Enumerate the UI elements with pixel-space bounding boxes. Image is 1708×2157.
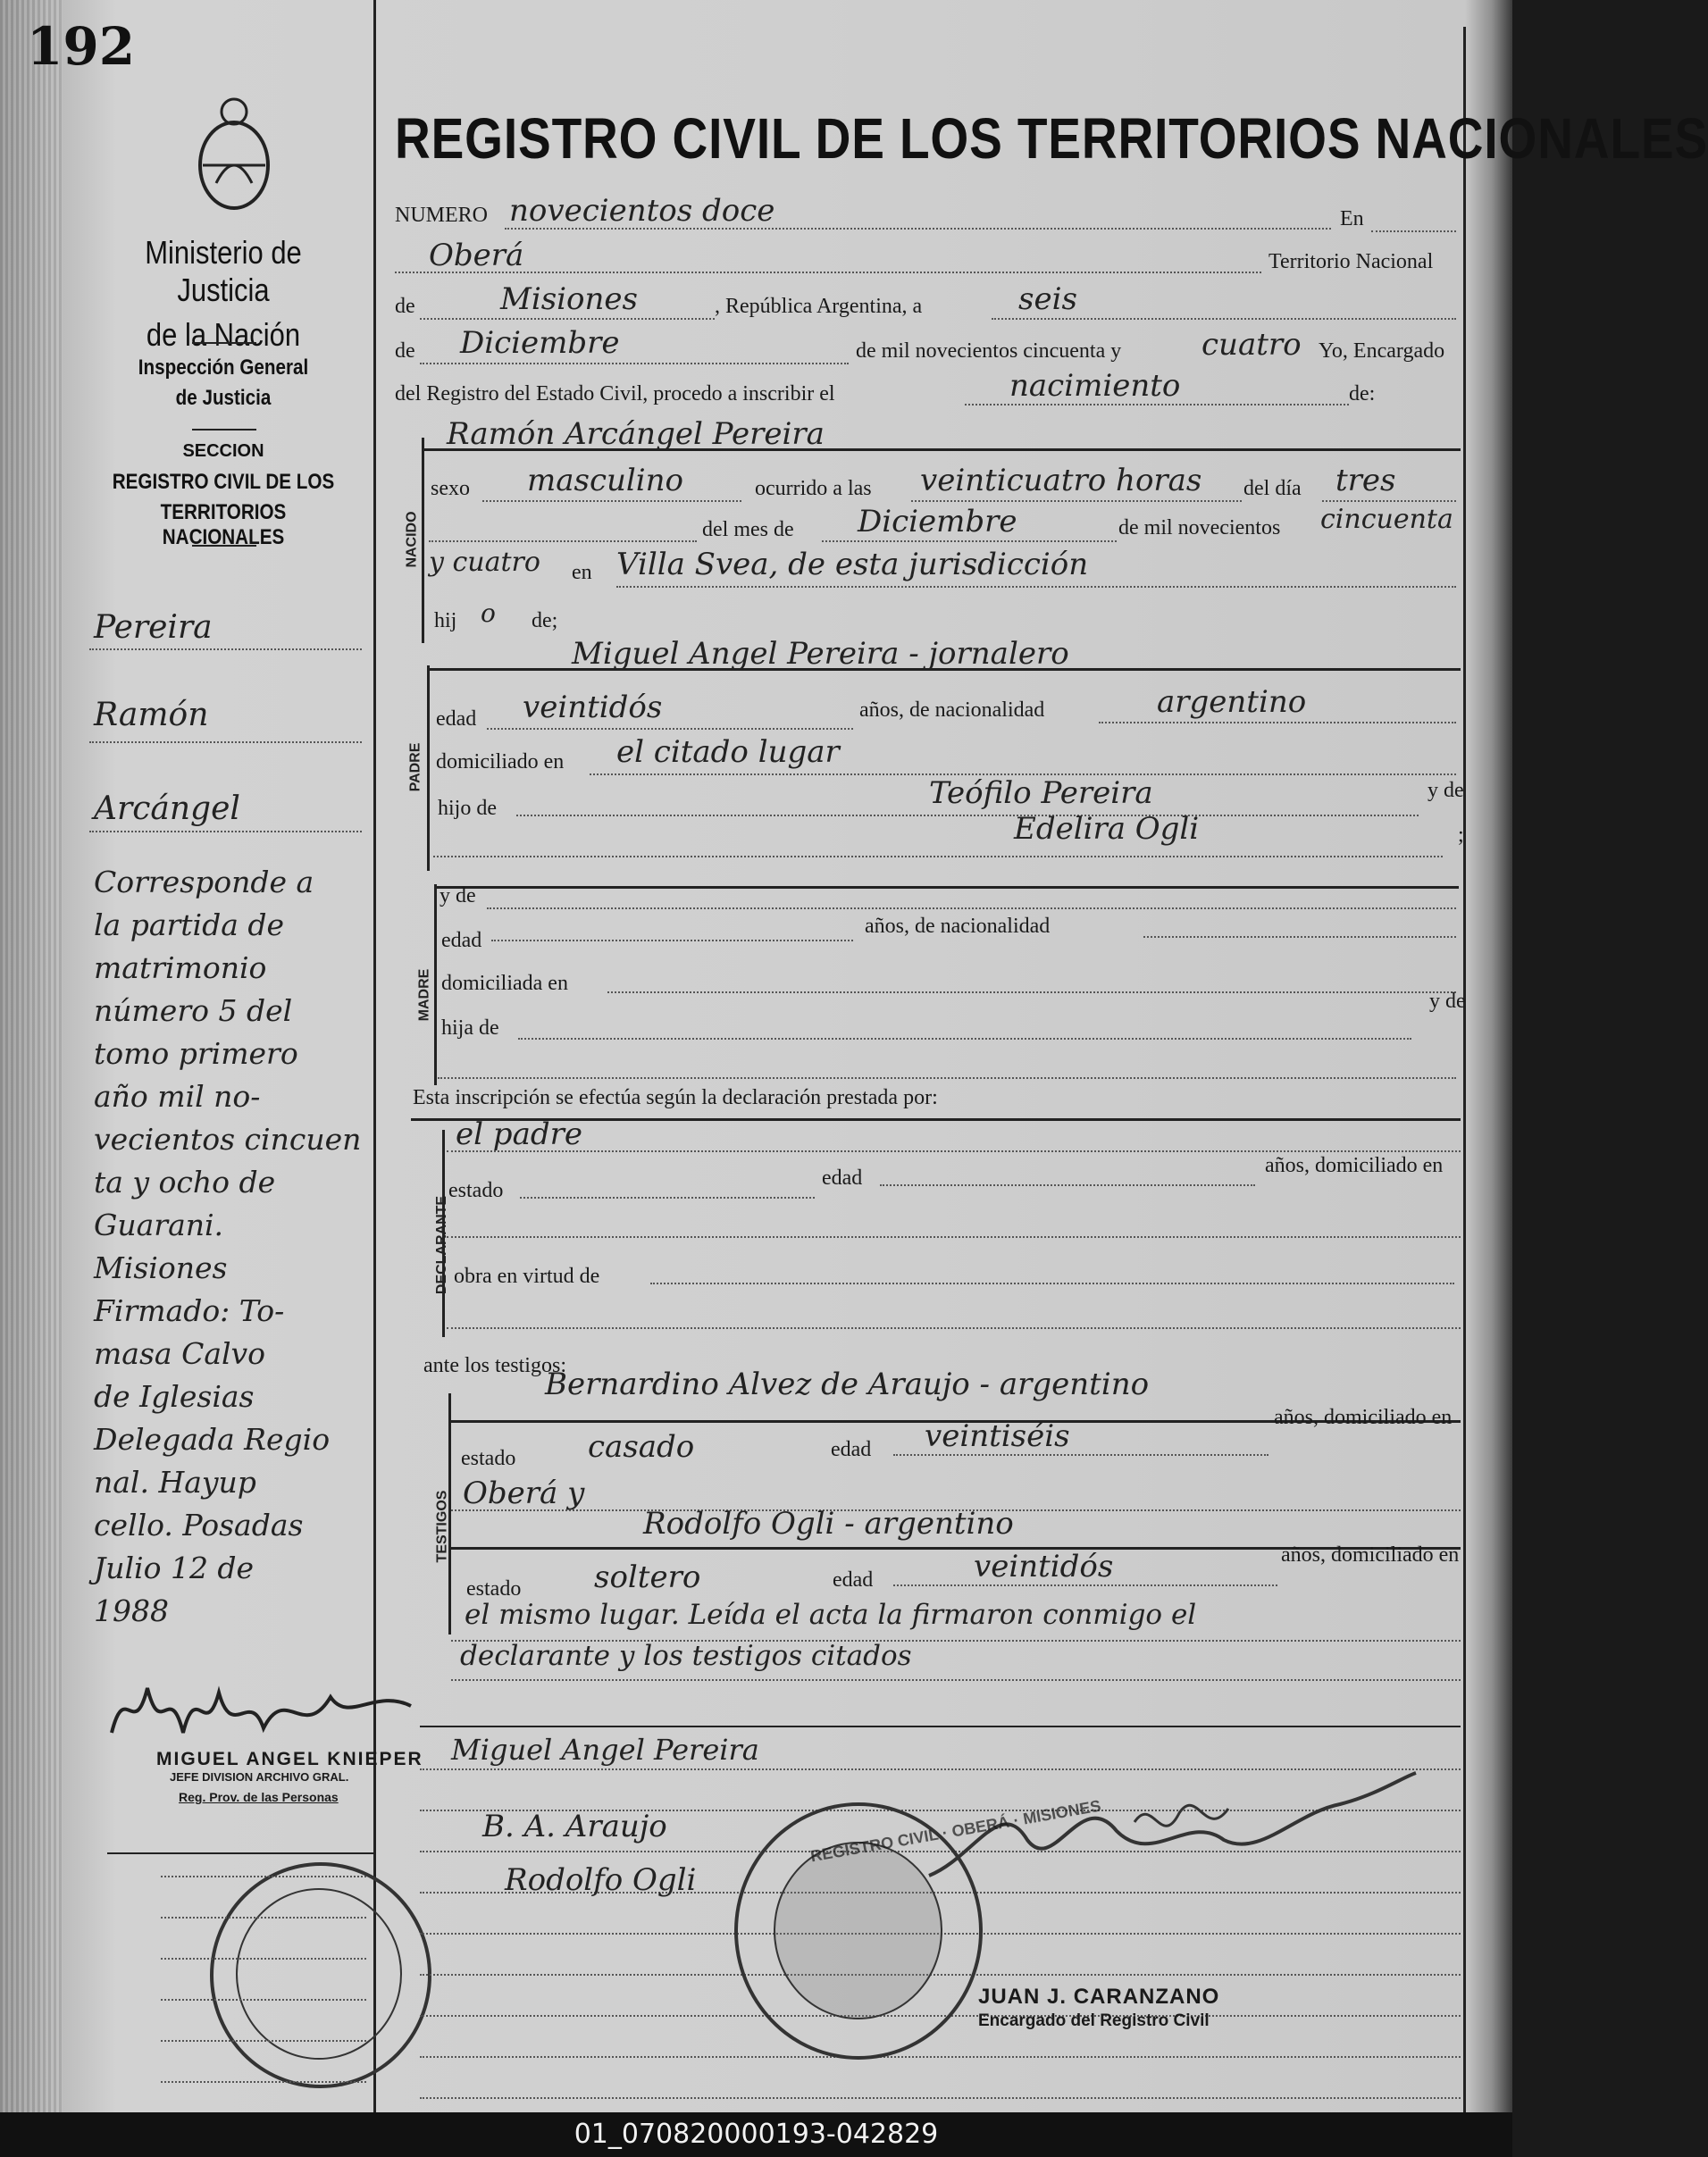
province-value: Misiones bbox=[500, 281, 638, 317]
divider bbox=[192, 429, 256, 431]
section-bar-madre bbox=[434, 884, 437, 1085]
ministry-title bbox=[100, 234, 346, 354]
madre-hija-label: hija de bbox=[441, 1016, 499, 1040]
yo-label: Yo, Encargado bbox=[1319, 339, 1445, 363]
father-age: veintidós bbox=[523, 690, 663, 725]
place-value: Oberá bbox=[429, 238, 524, 273]
sexo-label: sexo bbox=[431, 477, 470, 500]
year-text-label: de mil novecientos cincuenta y bbox=[856, 339, 1122, 363]
rule bbox=[893, 1584, 1277, 1586]
divider bbox=[192, 342, 256, 344]
section-bar-nacido bbox=[422, 438, 424, 643]
signature-father: Miguel Angel Pereira bbox=[451, 1733, 759, 1767]
rule bbox=[965, 404, 1349, 405]
en-label: En bbox=[1340, 207, 1364, 230]
margin-note-line: tomo primero bbox=[94, 1036, 298, 1071]
rule bbox=[161, 1999, 366, 2001]
section-padre: PADRE bbox=[407, 742, 423, 792]
rule bbox=[424, 448, 1461, 451]
margin-note-line: año mil no- bbox=[94, 1079, 261, 1114]
registrar-title: Encargado del Registro Civil bbox=[978, 2011, 1210, 2030]
witness-1-name: Bernardino Alvez de Araujo - argentino bbox=[545, 1367, 1150, 1402]
section-line-2: TERRITORIOS NACIONALES bbox=[160, 500, 287, 549]
rule bbox=[822, 540, 1117, 542]
stamp-inner bbox=[774, 1842, 942, 2019]
birth-place-value: Villa Svea, de esta jurisdicción bbox=[616, 547, 1089, 582]
margin-surname: Pereira bbox=[94, 609, 213, 646]
margin-note-line: cello. Posadas bbox=[94, 1508, 304, 1543]
en-place-label: en bbox=[572, 561, 592, 584]
w2-estado-label: estado bbox=[466, 1577, 522, 1601]
footer-id: 01_070820000193-042829 bbox=[0, 2112, 1512, 2157]
margin-note-line: ta y ocho de bbox=[94, 1165, 276, 1200]
divider bbox=[192, 545, 256, 547]
margin-note-line: masa Calvo bbox=[94, 1336, 266, 1371]
w1-estado-value: casado bbox=[588, 1429, 695, 1465]
day-value: seis bbox=[1018, 281, 1077, 317]
declarante-estado-label: estado bbox=[448, 1179, 504, 1202]
rule bbox=[438, 1077, 1456, 1079]
stamp-inner-ring bbox=[236, 1888, 402, 2060]
rule bbox=[89, 648, 362, 650]
numero-label: NUMERO bbox=[395, 204, 489, 227]
inspection-line-2: de Justicia bbox=[175, 386, 272, 410]
rule bbox=[420, 2097, 1461, 2099]
hij-de-label: de; bbox=[532, 609, 558, 632]
del-dia-label: del día bbox=[1243, 477, 1302, 500]
rule bbox=[1099, 722, 1456, 723]
madre-edad-label: edad bbox=[441, 929, 482, 952]
section-declarante: DECLARANTE bbox=[434, 1195, 450, 1295]
section-title bbox=[100, 470, 346, 550]
margin-note-line: Firmado: To- bbox=[94, 1293, 285, 1328]
de-colon-label: de: bbox=[1349, 382, 1376, 405]
rule bbox=[520, 1197, 815, 1199]
rule bbox=[487, 728, 853, 730]
rule bbox=[447, 1150, 1461, 1152]
witness-2-name: Rodolfo Ogli - argentino bbox=[643, 1506, 1014, 1542]
territorio-label: Territorio Nacional bbox=[1268, 250, 1434, 273]
left-stamp-icon bbox=[210, 1862, 431, 2088]
rule bbox=[447, 1327, 1461, 1329]
rule bbox=[429, 540, 697, 542]
rule bbox=[992, 318, 1456, 320]
signature-witness-2: Rodolfo Ogli bbox=[505, 1862, 697, 1898]
ministry-line-2: de la Nación bbox=[146, 316, 301, 353]
rule bbox=[161, 1917, 366, 1919]
margin-note-line: número 5 del bbox=[94, 993, 293, 1028]
rule bbox=[1322, 500, 1456, 502]
margin-note-line: vecientos cincuen bbox=[94, 1122, 362, 1157]
inspection-title bbox=[100, 355, 346, 411]
rule bbox=[420, 318, 715, 320]
birth-year-value-2: y cuatro bbox=[429, 547, 540, 578]
declaracion-label: Esta inscripción se efectúa según la declaración prestada por: bbox=[413, 1086, 938, 1109]
right-border bbox=[1463, 27, 1466, 2112]
sexo-value: masculino bbox=[527, 463, 684, 498]
rule bbox=[893, 1454, 1268, 1456]
obra-label: obra en virtud de bbox=[454, 1265, 600, 1288]
rule bbox=[433, 856, 1443, 857]
rule bbox=[650, 1283, 1454, 1284]
margin-note-line: Delegada Regio bbox=[94, 1422, 331, 1457]
birth-month-value: Diciembre bbox=[858, 504, 1017, 539]
margin-note-line: la partida de bbox=[94, 907, 285, 942]
rule bbox=[420, 363, 849, 364]
section-madre: MADRE bbox=[416, 968, 432, 1022]
declarante-edad-label: edad bbox=[822, 1166, 863, 1190]
w2-dom-label: años, domiciliado en bbox=[1281, 1543, 1460, 1567]
rule bbox=[395, 272, 1261, 273]
rule bbox=[880, 1184, 1255, 1186]
official-signature bbox=[107, 1670, 429, 1751]
republica-label: , República Argentina, a bbox=[715, 295, 923, 318]
margin-note-line: 1988 bbox=[94, 1593, 169, 1628]
madre-dom-label: domiciliada en bbox=[441, 972, 568, 995]
divider bbox=[107, 1852, 375, 1854]
rule bbox=[516, 815, 1419, 816]
margin-given-name-1: Ramón bbox=[94, 697, 209, 733]
testigos-label: ante los testigos: bbox=[423, 1354, 566, 1377]
rule bbox=[89, 831, 362, 832]
father-father: Teófilo Pereira bbox=[929, 775, 1153, 811]
margin-note-line: Corresponde a bbox=[94, 865, 314, 899]
closing-line-1: el mismo lugar. Leída el acta la firmaron conmigo el bbox=[465, 1599, 1197, 1631]
section-nacido: NACIDO bbox=[404, 511, 420, 568]
del-mes-label: del mes de bbox=[702, 518, 794, 541]
ministry-line-1: Ministerio de Justicia bbox=[145, 234, 302, 308]
official-dept: Reg. Prov. de las Personas bbox=[179, 1790, 339, 1804]
rule bbox=[89, 741, 362, 743]
margin-note-line: nal. Hayup bbox=[94, 1465, 256, 1500]
coat-of-arms-icon bbox=[189, 94, 279, 214]
birth-day-value: tres bbox=[1335, 463, 1396, 498]
madre-nac-label: años, de nacionalidad bbox=[865, 915, 1051, 938]
father-mother: Edelira Ogli bbox=[1014, 811, 1200, 847]
rule bbox=[487, 907, 1456, 909]
section-testigos: TESTIGOS bbox=[434, 1490, 450, 1563]
w2-edad-label: edad bbox=[833, 1568, 874, 1592]
father-domicile: el citado lugar bbox=[616, 734, 840, 770]
official-title: JEFE DIVISION ARCHIVO GRAL. bbox=[170, 1770, 349, 1784]
stamp-text: REGISTRO CIVIL · OBERÁ · MISIONES bbox=[808, 1796, 1102, 1866]
father-nationality: argentino bbox=[1157, 684, 1307, 720]
rule bbox=[505, 228, 1331, 230]
father-hijo-de-label: hijo de bbox=[438, 797, 497, 820]
father-y-de-label: y de bbox=[1428, 779, 1464, 802]
madre-y-de-label: y de bbox=[440, 884, 476, 907]
section-line-1: REGISTRO CIVIL DE LOS bbox=[112, 470, 335, 494]
father-dom-label: domiciliado en bbox=[436, 750, 565, 773]
book-binding-edge bbox=[0, 0, 63, 2112]
rule bbox=[429, 668, 1461, 671]
year-value: cuatro bbox=[1201, 327, 1302, 363]
semicolon: ; bbox=[1458, 824, 1464, 847]
rule bbox=[482, 500, 741, 502]
birth-year-value-1: cincuenta bbox=[1320, 504, 1453, 535]
margin-given-name-2: Arcángel bbox=[94, 790, 240, 827]
rule bbox=[607, 991, 1456, 993]
rule bbox=[1371, 230, 1456, 232]
registrar-name: JUAN J. CARANZANO bbox=[978, 1985, 1220, 2009]
margin-note-line: Misiones bbox=[94, 1250, 228, 1285]
rule bbox=[161, 2081, 366, 2083]
rule bbox=[420, 2056, 1461, 2058]
ocurrido-label: ocurrido a las bbox=[755, 477, 872, 500]
signature-witness-1: B. A. Araujo bbox=[482, 1809, 667, 1844]
w1-estado-label: estado bbox=[461, 1447, 516, 1470]
margin-note-line: matrimonio bbox=[94, 950, 267, 985]
margin-note-line: Julio 12 de bbox=[94, 1551, 255, 1585]
mil-label: de mil novecientos bbox=[1118, 516, 1281, 539]
father-nac-label: años, de nacionalidad bbox=[859, 698, 1045, 722]
section-label: SECCION bbox=[182, 441, 264, 461]
rule bbox=[911, 500, 1242, 502]
rule bbox=[436, 886, 1459, 889]
w2-edad-value: veintidós bbox=[974, 1549, 1114, 1584]
madre-y-de-2-label: y de bbox=[1429, 990, 1466, 1013]
rule bbox=[518, 1038, 1411, 1040]
declarante-dom-label: años, domiciliado en bbox=[1265, 1154, 1444, 1177]
closing-line-2: declarante y los testigos citados bbox=[460, 1640, 912, 1672]
rule bbox=[447, 1236, 1461, 1238]
de-label: de bbox=[395, 295, 415, 318]
w1-dom-value: Oberá y bbox=[463, 1476, 585, 1511]
w1-edad-label: edad bbox=[831, 1438, 872, 1461]
declarante-value: el padre bbox=[456, 1116, 582, 1152]
hij-suffix: o bbox=[481, 598, 496, 628]
child-name: Ramón Arcángel Pereira bbox=[447, 416, 825, 452]
rule bbox=[1143, 936, 1456, 938]
rule bbox=[451, 1679, 1461, 1681]
rule bbox=[616, 586, 1456, 588]
rule bbox=[161, 1958, 366, 1960]
month-value: Diciembre bbox=[460, 325, 620, 361]
rule bbox=[161, 2040, 366, 2042]
column-divider bbox=[373, 0, 376, 2112]
official-name: MIGUEL ANGEL KNIEPER bbox=[156, 1749, 423, 1769]
father-edad-label: edad bbox=[436, 707, 477, 731]
numero-value: novecientos doce bbox=[509, 193, 775, 229]
registro-label: del Registro del Estado Civil, procedo a inscribir el bbox=[395, 382, 835, 405]
rule bbox=[161, 1876, 366, 1877]
w1-edad-value: veintiséis bbox=[925, 1418, 1070, 1454]
section-bar-padre bbox=[427, 665, 430, 871]
w2-estado-value: soltero bbox=[594, 1559, 701, 1595]
hij-label: hij bbox=[434, 609, 457, 632]
hour-value: veinticuatro horas bbox=[920, 463, 1202, 498]
inspection-line-1: Inspección General bbox=[138, 355, 309, 380]
act-value: nacimiento bbox=[1009, 368, 1181, 404]
de-label-2: de bbox=[395, 339, 415, 363]
form-title: REGISTRO CIVIL DE LOS TERRITORIOS NACIONALES bbox=[395, 106, 1708, 171]
margin-note-line: Guarani. bbox=[94, 1208, 224, 1242]
margin-note-line: de Iglesias bbox=[94, 1379, 255, 1414]
rule bbox=[420, 1726, 1461, 1727]
father-name: Miguel Angel Pereira - jornalero bbox=[572, 636, 1069, 672]
sheet-number: 192 bbox=[27, 16, 136, 77]
rule bbox=[491, 940, 853, 941]
w1-dom-label: años, domiciliado en bbox=[1274, 1406, 1453, 1429]
